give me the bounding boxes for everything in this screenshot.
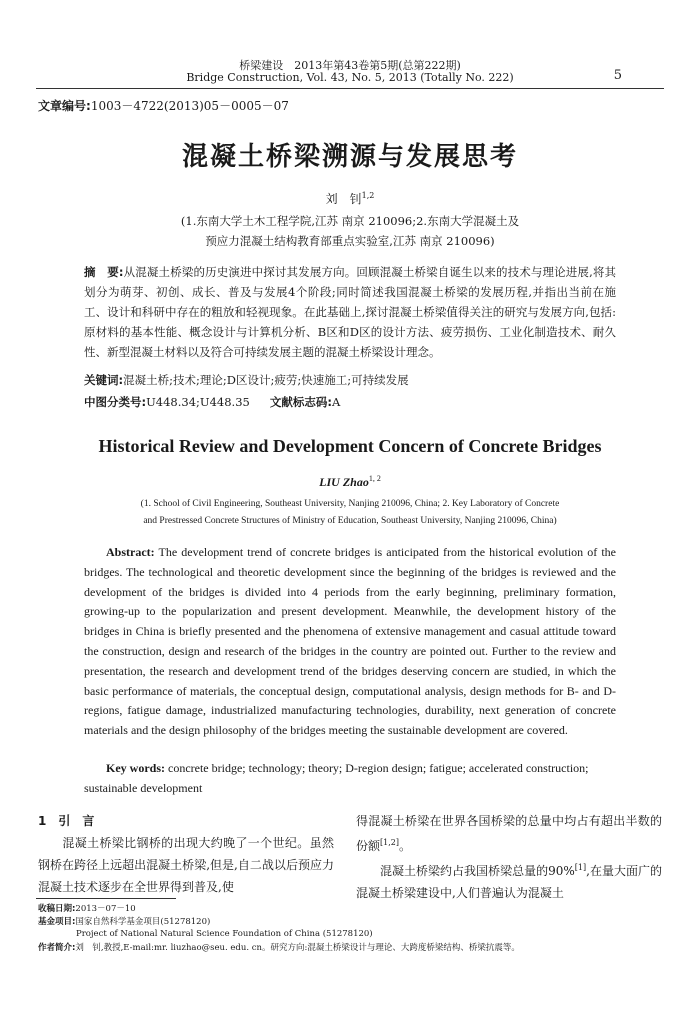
body-paragraph [356,810,662,857]
article-number-label: 文章编号: [38,99,91,113]
body-paragraph [38,832,334,898]
keywords-english [84,759,616,799]
affiliation-en-line: (1. School of Civil Engineering, Southeast University, Nanjing 210096, China; 2. Key Laboratory of Concrete [140,499,560,509]
body-text: 混凝土桥梁比钢桥的出现大约晚了一个世纪。虽然钢桥在跨径上远超出混凝土桥梁,但是,自二战以后预应力混凝土技术逐步在全世界得到普及,使 [38,836,334,894]
abstract-chinese [84,262,616,362]
body-text: ,在量大面广的混凝土桥梁建设中,人们普遍认为混凝土 [356,864,662,900]
footnote-rule [36,898,176,899]
keywords-cn-label: 关键词: [84,373,124,387]
classification-line [84,394,340,410]
affiliation-chinese [0,211,700,251]
fund-label: 基金项目: [38,917,76,927]
author-bio-label: 作者简介: [38,943,76,953]
citation: [1,2] [380,838,399,847]
body-paragraph [356,857,662,904]
clc-value: U448.34;U448.35 [146,395,250,409]
author-affil-sup-cn: 1,2 [361,191,375,200]
running-header-en: Bridge Construction, Vol. 43, No. 5, 2013 (Totally No. 222) [186,71,514,84]
author-name-en: LIU Zhao [319,475,369,489]
abstract-cn-text: 从混凝土桥梁的历史演进中探讨其发展方向。回顾混凝土桥梁自诞生以来的技术与理论进展,将其划分为萌芽、初创、成长、普及与发展4个阶段;同时简述我国混凝土桥梁的发展历程,并指出当前在施工、设计和科研中存在的粗放和轻视现象。在此基础上,探讨混凝土桥梁值得关注的研究与发展方向,包括:原材料的基本性能、概念设计与计算机分析、B区和D区的设计方法、疲劳损伤、工业化制造技术、耐久性、新型混凝土材料以及符合可持续发展主题的混凝土桥梁设计理念。 [84,265,616,359]
abstract-cn-label: 摘 要: [84,265,124,279]
received-label: 收稿日期: [38,904,76,914]
abstract-english [84,543,616,741]
footnote-author [38,942,664,954]
keywords-cn-text: 混凝土桥;技术;理论;D区设计;疲劳;快速施工;可持续发展 [123,373,409,387]
author-name-cn: 刘 钊 [325,192,362,206]
keywords-en-text: concrete bridge; technology; theory; D-region design; fatigue; accelerated construction; sustainable development [84,761,589,795]
article-number [38,97,289,114]
author-bio: 刘 钊,教授,E-mail:mr. liuzhao@seu. edu. cn。研究方向:混凝土桥梁设计与理论、大跨度桥梁结构、桥梁抗震等。 [75,943,520,953]
fund-en: Project of National Natural Science Foundation of China (51278120) [76,929,373,939]
fund-cn: 国家自然科学基金项目(51278120) [75,917,211,927]
body-column-left [38,810,334,898]
footnote-received [38,903,664,915]
body-text: 混凝土桥梁约占我国桥梁总量的90% [380,864,575,878]
body-text: 。 [398,839,411,853]
doc-code-label: 文献标志码: [269,395,332,409]
doc-code-value: A [331,395,341,409]
received-date: 2013－07－10 [75,904,136,914]
body-column-right [356,810,662,904]
article-number-value: 1003－4722(2013)05－0005－07 [90,99,289,113]
header-rule [36,88,664,89]
body-text: 得混凝土桥梁在世界各国桥梁的总量中均占有超出半数的份额 [356,814,662,853]
citation: [1] [574,863,587,872]
keywords-en-label: Key words: [106,761,165,775]
clc-label: 中图分类号: [84,395,147,409]
section-heading: 1 引 言 [38,814,95,828]
abstract-en-text: The development trend of concrete bridges is anticipated from the historical evolution of the bridges. The technological and theoretic development since the beginning of the bridges is reviewed and the development of the bridges is divided into 4 periods from the early beginning, preliminary formation, growing-up to the popularization and present development. Meanwhile, the development history of the bridges in China is briefly presented and the phenomena of extensive management and casual attitude toward the construction, design and research of the bridges in the country are pointed out. Further to the review and presentation, the research and development trend of the bridges deserving concern are studied, in which the basic performance of materials, the conceptual design, computational analysis, design methods for B- and D-regions, fatigue damage, industrialized manufacturing technologies, durability, next generation of concrete materials and the design philosophy of the bridges meeting the sustainable development are covered. [84,545,616,738]
affiliation-cn-line: (1.东南大学土木工程学院,江苏 南京 210096;2.东南大学混凝土及 [180,214,520,228]
title-english: Historical Review and Development Concern of Concrete Bridges [98,436,602,456]
title-chinese: 混凝土桥梁溯源与发展思考 [181,142,518,172]
page-number: 5 [613,68,622,83]
footnote-fund [38,916,664,940]
keywords-chinese [84,372,409,388]
abstract-en-label: Abstract: [106,545,155,559]
author-english [0,474,700,490]
author-chinese [0,190,700,207]
running-header-cn: 桥梁建设 2013年第43卷第5期(总第222期) [239,59,461,72]
affiliation-en-line: and Prestressed Concrete Structures of Ministry of Education, Southeast University, Nanjing 210096, China) [143,516,557,526]
affiliation-english [60,496,640,530]
affiliation-cn-line: 预应力混凝土结构教育部重点实验室,江苏 南京 210096) [205,234,495,248]
author-affil-sup-en: 1, 2 [368,474,381,483]
